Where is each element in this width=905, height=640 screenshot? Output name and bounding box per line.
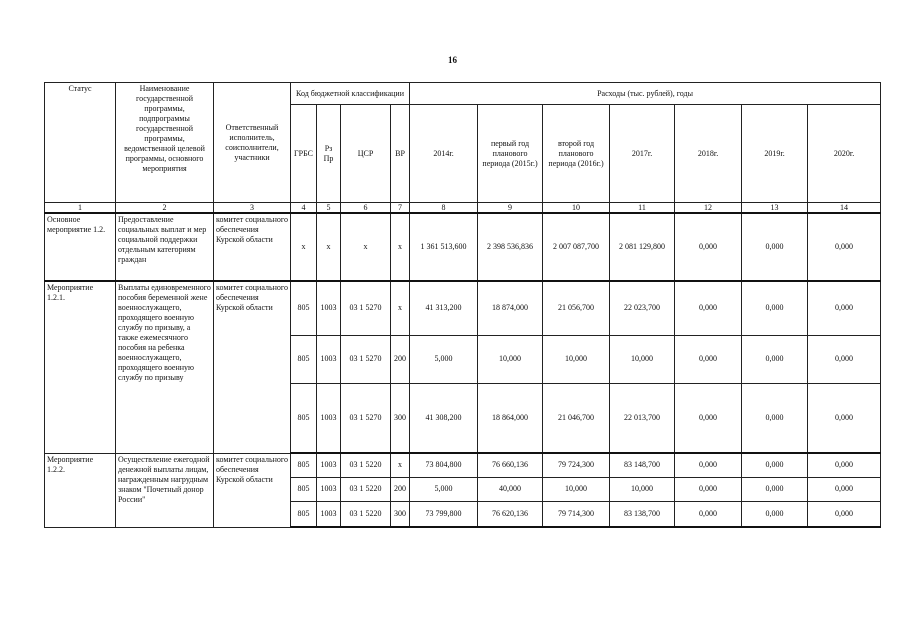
vr-cell: х (391, 213, 410, 281)
status-cell: Мероприятие 1.2.1. (45, 281, 116, 453)
value-2017: 83 138,700 (610, 501, 675, 527)
name-cell: Выплаты единовременного пособия беременной жене военнослужащего, проходящего военную службу по призыву, а также ежемесячного пособия на ребенка военнослужащего, проходящего военную службу по призыву (116, 281, 214, 453)
csr-cell: 03 1 5270 (341, 383, 391, 453)
header-vr: ВР (391, 105, 410, 203)
value-2018: 0,000 (675, 383, 742, 453)
value-2019: 0,000 (742, 501, 808, 527)
responsible-cell: комитет социального обеспечения Курской области (214, 453, 291, 527)
value-2019: 0,000 (742, 281, 808, 335)
vr-cell: 200 (391, 477, 410, 501)
vr-cell: 300 (391, 383, 410, 453)
value-2014: 1 361 513,600 (410, 213, 478, 281)
value-2014: 5,000 (410, 477, 478, 501)
value-2017: 22 013,700 (610, 383, 675, 453)
value-2015: 76 620,136 (478, 501, 543, 527)
value-2016: 79 724,300 (543, 453, 610, 477)
value-2017: 10,000 (610, 477, 675, 501)
header-budget-code: Код бюджетной классификации (291, 83, 410, 105)
vr-cell: 200 (391, 335, 410, 383)
value-2020: 0,000 (808, 477, 881, 501)
header-responsible: Ответственный исполнитель, соисполнители, участники (214, 83, 291, 203)
value-2014: 73 799,800 (410, 501, 478, 527)
csr-cell: х (341, 213, 391, 281)
grbs-cell: 805 (291, 335, 317, 383)
column-number: 1 (45, 203, 116, 214)
value-2018: 0,000 (675, 453, 742, 477)
value-2019: 0,000 (742, 477, 808, 501)
header-2014: 2014г. (410, 105, 478, 203)
value-2014: 41 313,200 (410, 281, 478, 335)
column-number: 4 (291, 203, 317, 214)
table-row (45, 453, 881, 477)
value-2016: 21 056,700 (543, 281, 610, 335)
table-row (45, 281, 881, 335)
rzpr-cell: х (317, 213, 341, 281)
value-2015: 10,000 (478, 335, 543, 383)
status-cell: Мероприятие 1.2.2. (45, 453, 116, 527)
value-2020: 0,000 (808, 335, 881, 383)
rzpr-cell: 1003 (317, 383, 341, 453)
value-2017: 10,000 (610, 335, 675, 383)
value-2019: 0,000 (742, 453, 808, 477)
value-2016: 21 046,700 (543, 383, 610, 453)
value-2015: 18 864,000 (478, 383, 543, 453)
value-2019: 0,000 (742, 335, 808, 383)
column-number: 14 (808, 203, 881, 214)
column-number: 5 (317, 203, 341, 214)
grbs-cell: 805 (291, 477, 317, 501)
vr-cell: х (391, 453, 410, 477)
rzpr-cell: 1003 (317, 477, 341, 501)
value-2017: 2 081 129,800 (610, 213, 675, 281)
rzpr-cell: 1003 (317, 335, 341, 383)
value-2020: 0,000 (808, 281, 881, 335)
vr-cell: 300 (391, 501, 410, 527)
value-2016: 79 714,300 (543, 501, 610, 527)
header-expenses: Расходы (тыс. рублей), годы (410, 83, 881, 105)
header-2020: 2020г. (808, 105, 881, 203)
column-number: 3 (214, 203, 291, 214)
rzpr-cell: 1003 (317, 281, 341, 335)
grbs-cell: 805 (291, 383, 317, 453)
responsible-cell: комитет социального обеспечения Курской области (214, 281, 291, 453)
value-2016: 10,000 (543, 335, 610, 383)
csr-cell: 03 1 5270 (341, 281, 391, 335)
header-grbs: ГРБС (291, 105, 317, 203)
header-status: Статус (45, 83, 116, 203)
column-number: 11 (610, 203, 675, 214)
value-2020: 0,000 (808, 213, 881, 281)
csr-cell: 03 1 5220 (341, 501, 391, 527)
status-cell: Основное мероприятие 1.2. (45, 213, 116, 281)
name-cell: Предоставление социальных выплат и мер социальной поддержки отдельным категориям граждан (116, 213, 214, 281)
value-2015: 76 660,136 (478, 453, 543, 477)
value-2018: 0,000 (675, 477, 742, 501)
header-2019: 2019г. (742, 105, 808, 203)
column-number: 2 (116, 203, 214, 214)
grbs-cell: 805 (291, 501, 317, 527)
header-name: Наименование государственной программы, подпрограммы государственной программы, ведомственной целевой программы, основного мероприятия (116, 83, 214, 203)
column-number: 12 (675, 203, 742, 214)
value-2018: 0,000 (675, 501, 742, 527)
value-2014: 5,000 (410, 335, 478, 383)
column-number: 13 (742, 203, 808, 214)
grbs-cell: х (291, 213, 317, 281)
grbs-cell: 805 (291, 453, 317, 477)
value-2015: 18 874,000 (478, 281, 543, 335)
header-2018: 2018г. (675, 105, 742, 203)
grbs-cell: 805 (291, 281, 317, 335)
value-2014: 73 804,800 (410, 453, 478, 477)
column-number: 9 (478, 203, 543, 214)
budget-table (44, 82, 881, 528)
header-2017: 2017г. (610, 105, 675, 203)
value-2017: 83 148,700 (610, 453, 675, 477)
rzpr-cell: 1003 (317, 501, 341, 527)
value-2018: 0,000 (675, 335, 742, 383)
vr-cell: х (391, 281, 410, 335)
column-number: 8 (410, 203, 478, 214)
value-2015: 2 398 536,836 (478, 213, 543, 281)
value-2017: 22 023,700 (610, 281, 675, 335)
csr-cell: 03 1 5270 (341, 335, 391, 383)
header-csr: ЦСР (341, 105, 391, 203)
value-2020: 0,000 (808, 383, 881, 453)
value-2016: 2 007 087,700 (543, 213, 610, 281)
header-rzpr: Рз Пр (317, 105, 341, 203)
column-number: 10 (543, 203, 610, 214)
column-number: 7 (391, 203, 410, 214)
rzpr-cell: 1003 (317, 453, 341, 477)
header-2016: второй год планового периода (2016г.) (543, 105, 610, 203)
value-2018: 0,000 (675, 213, 742, 281)
value-2019: 0,000 (742, 383, 808, 453)
csr-cell: 03 1 5220 (341, 453, 391, 477)
responsible-cell: комитет социального обеспечения Курской области (214, 213, 291, 281)
value-2016: 10,000 (543, 477, 610, 501)
value-2015: 40,000 (478, 477, 543, 501)
csr-cell: 03 1 5220 (341, 477, 391, 501)
value-2020: 0,000 (808, 453, 881, 477)
header-2015: первый год планового периода (2015г.) (478, 105, 543, 203)
value-2020: 0,000 (808, 501, 881, 527)
value-2019: 0,000 (742, 213, 808, 281)
page-number: 16 (448, 55, 457, 65)
table-row (45, 213, 881, 281)
column-numbers-row (45, 203, 881, 214)
value-2014: 41 308,200 (410, 383, 478, 453)
name-cell: Осуществление ежегодной денежной выплаты лицам, награжденным нагрудным знаком "Почетный донор России" (116, 453, 214, 527)
column-number: 6 (341, 203, 391, 214)
value-2018: 0,000 (675, 281, 742, 335)
